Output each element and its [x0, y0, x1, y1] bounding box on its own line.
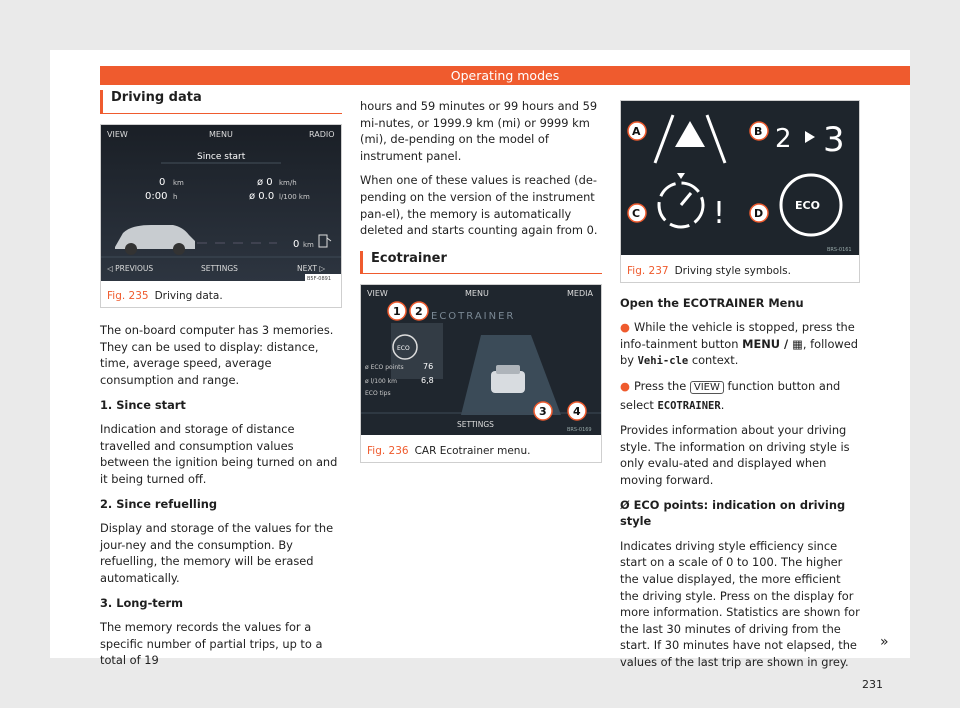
svg-text:3: 3 [823, 120, 845, 160]
intro-paragraph: The on-board computer has 3 memories. They can be used to display: distance, time, average speed, average consumption and range. [100, 323, 334, 387]
callout-4 [568, 402, 586, 420]
consumption-value: 6,8 [421, 376, 434, 386]
callout-3 [534, 402, 552, 420]
km-value: 0 [159, 176, 166, 188]
figure-237 [620, 100, 860, 283]
svg-text:ECO: ECO [795, 199, 820, 212]
ecotrainer-display [361, 285, 601, 435]
km-unit: km [173, 178, 184, 187]
item1-title: 1. Since start [100, 397, 186, 412]
svg-text:2: 2 [775, 124, 792, 154]
driving-data-display [101, 125, 341, 281]
svg-text:!: ! [713, 196, 726, 231]
manual-page [50, 50, 910, 691]
avg-consumption-value: ø 0.0 [249, 190, 275, 202]
settings-label: SETTINGS [457, 420, 494, 430]
chapter-header: Operating modes [100, 66, 910, 85]
svg-text:A: A [632, 125, 641, 138]
column-middle [360, 98, 602, 463]
item3-text: The memory records the values for a specific number of partial trips, up to a total of 19 [100, 620, 323, 668]
car-rear-icon [491, 365, 525, 393]
ecotrainer-title: ECOTRAINER [431, 311, 516, 323]
media-label: MEDIA [567, 289, 593, 299]
eco-points-text: Indicates driving style efficiency since start on a scale of 0 to 100. The higher the value displayed, the more efficient the driving style. Press on the display for more information. Statistics are shown for the last 30 minutes of driving from the start. If 30 minutes have not elapsed, the values of the last trip are shown in grey. [620, 538, 860, 669]
item2-text: Display and storage of the values for the jour-ney and the consumption. By refuelling, the memory will be erased automatically. [100, 521, 334, 585]
figure-number: Fig. 237 [627, 264, 669, 277]
eco-points-value: 76 [423, 362, 434, 372]
section-title-ecotrainer: Ecotrainer [360, 251, 602, 275]
time-value: 0:00 [145, 190, 168, 202]
radio-label: RADIO [309, 129, 335, 139]
svg-text:2: 2 [415, 305, 423, 319]
range-unit: km [303, 240, 314, 249]
figure-number: Fig. 236 [367, 444, 409, 457]
eco-tips-label: ECO tips [365, 390, 391, 398]
svg-text:B: B [754, 125, 763, 138]
callout-2 [410, 302, 428, 320]
consumption-label: ø l/100 km [365, 378, 397, 386]
column-left [100, 90, 342, 677]
figure-caption [101, 285, 341, 307]
figure-235 [100, 124, 342, 309]
time-unit: h [173, 192, 178, 201]
vehicle-context: Vehi-cle [637, 355, 689, 368]
item2-title: 2. Since refuelling [100, 496, 217, 511]
bullet-2: ● Press the VIEW function button and select ECOTRAINER. [620, 378, 841, 412]
figure-236 [360, 284, 602, 463]
svg-text:D: D [754, 207, 764, 220]
driving-style-symbols [621, 101, 859, 255]
provides-paragraph: Provides information about your driving style. The information on driving style is only evalu-ated and displayed when moving forward. [620, 423, 850, 487]
avg-speed-value: ø 0 [257, 176, 273, 188]
menu-button-ref: MENU / ▦ [742, 336, 803, 351]
settings-label: SETTINGS [201, 263, 238, 273]
menu-label: MENU [465, 289, 489, 299]
figure-number: Fig. 235 [107, 290, 149, 303]
view-button-ref: VIEW [690, 381, 724, 394]
page-number: 231 [862, 678, 883, 691]
continue-mark: » [880, 634, 889, 650]
ecotrainer-option: ECOTRAINER [657, 399, 721, 412]
caption-text: Driving data. [154, 290, 223, 303]
callout-1 [388, 302, 406, 320]
figure-caption [621, 260, 859, 282]
avg-consumption-unit: l/100 km [279, 192, 310, 201]
svg-text:C: C [632, 207, 641, 220]
view-label: VIEW [367, 289, 388, 299]
continued-paragraph: hours and 59 minutes or 99 hours and 59 mi-nutes, or 1999.9 km (mi) or 9999 km (mi), de-pending on the model of instrument panel. [360, 99, 598, 163]
range-value: 0 [293, 238, 300, 250]
figure-code: BRS-0169 [567, 427, 592, 434]
figure-code: B5F-0891 [307, 275, 332, 281]
bullet-1: ● While the vehicle is stopped, press the info-tainment button MENU / ▦, followed by Vehi-cle context. [620, 320, 858, 368]
view-label: VIEW [107, 129, 128, 139]
item3-title: 3. Long-term [100, 595, 183, 610]
column-right [620, 100, 860, 678]
eco-points-title: Ø ECO points: indication on driving style [620, 497, 846, 529]
previous-label: ◁ PREVIOUS [107, 263, 154, 273]
section-title-driving-data: Driving data [100, 90, 342, 114]
caption-text: Driving style symbols. [674, 264, 791, 277]
svg-text:3: 3 [539, 405, 547, 419]
reset-paragraph: When one of these values is reached (de-pending on the version of the instrument pan-el), the memory is automatically deleted and starts counting again from 0. [360, 173, 598, 238]
bullet-icon: ● [620, 378, 630, 393]
svg-text:1: 1 [393, 305, 401, 319]
avg-speed-unit: km/h [279, 178, 297, 187]
eco-points-label: ø ECO points [365, 364, 404, 372]
open-menu-title: Open the ECOTRAINER Menu [620, 295, 804, 310]
item1-text: Indication and storage of distance travelled and consumption values between the ignition being turned on and it being turned off. [100, 422, 338, 486]
figure-caption [361, 440, 601, 462]
eco-badge: ECO [397, 345, 410, 353]
menu-label: MENU [209, 129, 233, 139]
svg-text:4: 4 [573, 405, 581, 419]
since-start-label: Since start [197, 151, 246, 162]
figure-code: BRS-0161 [827, 247, 852, 253]
next-label: NEXT ▷ [297, 263, 326, 273]
caption-text: CAR Ecotrainer menu. [414, 444, 531, 457]
bullet-icon: ● [620, 320, 630, 335]
